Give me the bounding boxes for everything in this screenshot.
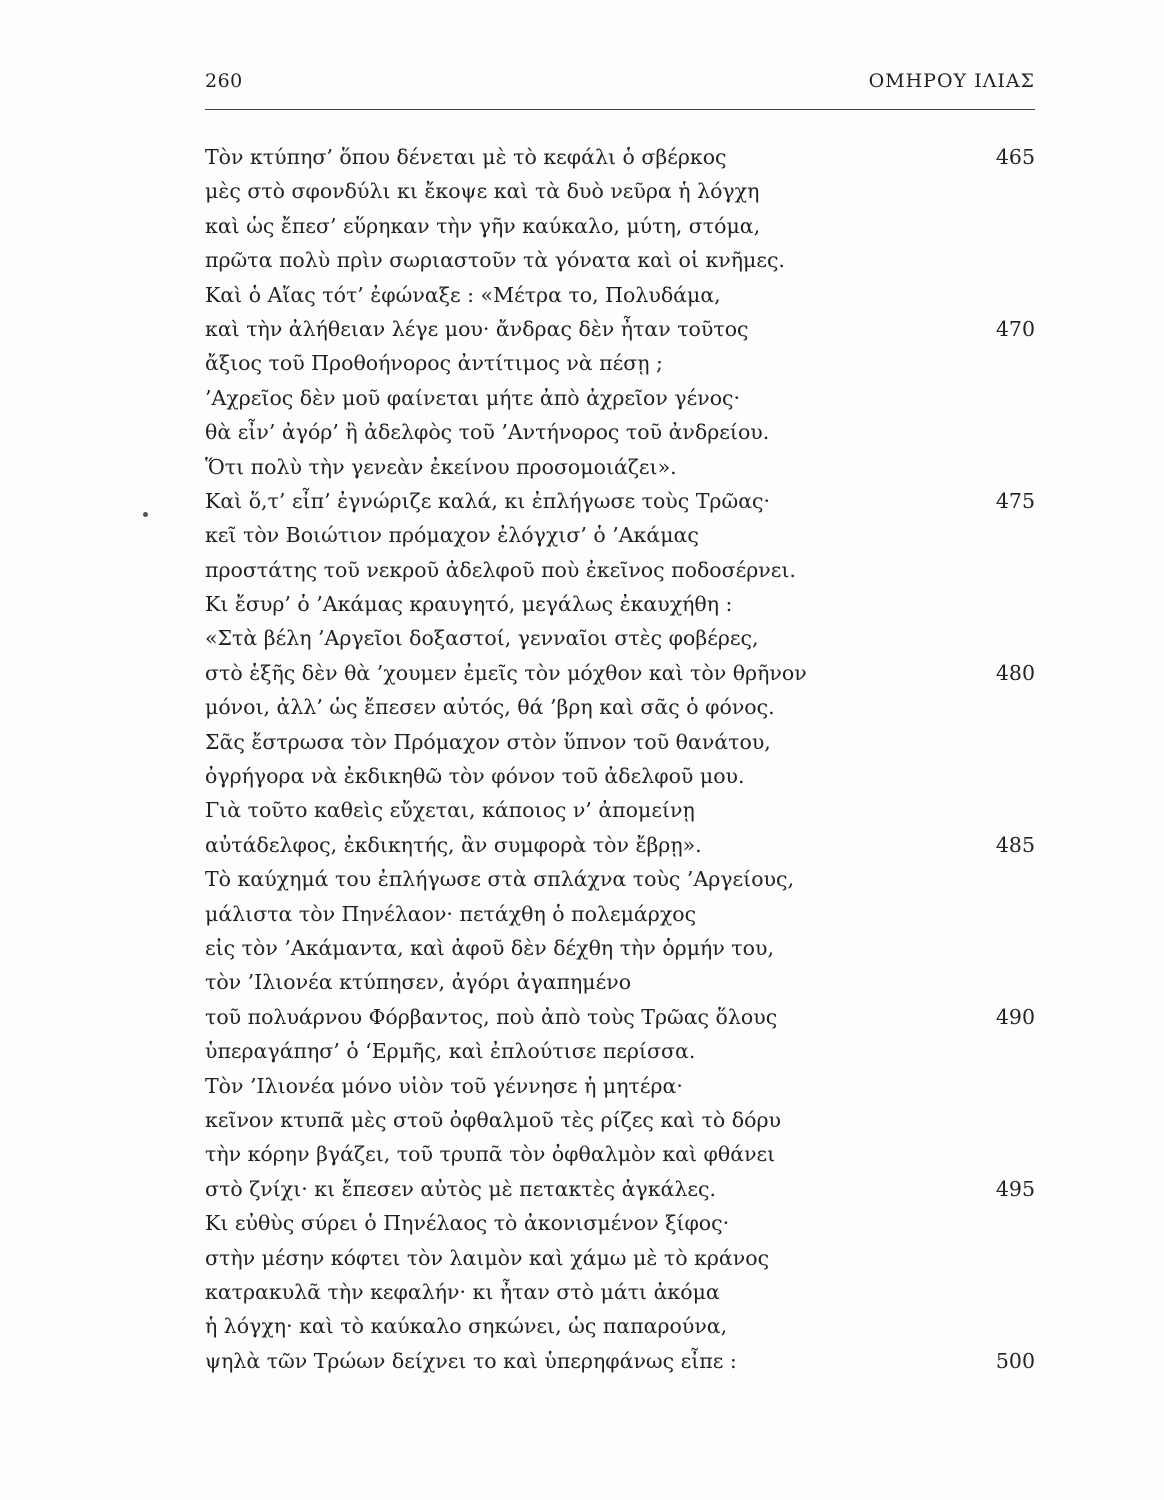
margin-dot <box>143 512 148 517</box>
verse-text: Τὸ καύχημά του ἐπλήγωσε στὰ σπλάχνα τοὺς ’Αργείους, <box>205 867 795 892</box>
verse-line <box>205 381 1035 415</box>
verse-line <box>205 897 1035 931</box>
line-number: 465 <box>995 145 1035 169</box>
verse-text: ἡ λόγχη· καὶ τὸ καύκαλο σηκώνει, ὡς παπαρούνα, <box>205 1314 728 1339</box>
verse-text: Γιὰ τοῦτο καθεὶς εὔχεται, κάποιος ν’ ἀπομείνῃ <box>205 798 695 823</box>
verse-line <box>205 450 1035 484</box>
verse-line <box>205 1103 1035 1137</box>
verse-line <box>205 1034 1035 1068</box>
verse-text: μόνοι, ἀλλ’ ὡς ἔπεσεν αὐτός, θά ’βρη καὶ σᾶς ὁ φόνος. <box>205 695 775 720</box>
verse-text: τὸν ’Ιλιονέα κτύπησεν, ἀγόρι ἀγαπημένο <box>205 970 632 995</box>
verse-line <box>205 312 1035 346</box>
verse-text: κατρακυλᾶ τὴν κεφαλήν· κι ἦταν στὸ μάτι ἀκόμα <box>205 1279 720 1304</box>
verse-text: Τὸν ’Ιλιονέα μόνο υἱὸν τοῦ γέννησε ἡ μητέρα· <box>205 1073 683 1098</box>
verse-text: ἄξιος τοῦ Προθοήνορος ἀντίτιμος νὰ πέσῃ ; <box>205 351 663 376</box>
verse-text: αὐτάδελφος, ἐκδικητής, ἂν συμφορὰ τὸν ἔβρῃ». <box>205 832 702 857</box>
verse-line <box>205 1000 1035 1034</box>
header-rule <box>205 109 1035 110</box>
verse-text: εἰς τὸν ’Ακάμαντα, καὶ ἀφοῦ δὲν δέχθη τὴν ὁρμήν του, <box>205 935 774 960</box>
verse-text: Τὸν κτύπησ’ ὅπου δένεται μὲ τὸ κεφάλι ὁ σβέρκος <box>205 145 727 169</box>
verse-text: Κι εὐθὺς σύρει ὁ Πηνέλαος τὸ ἀκονισμένον ξίφος· <box>205 1211 730 1236</box>
verse-text: ’Αχρεῖος δὲν μοῦ φαίνεται μήτε ἀπὸ ἀχρεῖον γένος· <box>205 385 741 410</box>
verse-line <box>205 725 1035 759</box>
page-number: 260 <box>205 70 243 92</box>
verse-text: στὸ ἑξῆς δὲν θὰ ’χουμεν ἐμεῖς τὸν μόχθον καὶ τὸν θρῆνον <box>205 660 807 685</box>
page-header <box>205 70 1035 106</box>
verse-text: Κι ἔσυρ’ ὁ ’Ακάμας κραυγητό, μεγάλως ἐκαυχήθη : <box>205 592 733 617</box>
verse-text: Ὅτι πολὺ τὴν γενεὰν ἐκείνου προσομοιάζει». <box>205 454 677 479</box>
verse-line <box>205 931 1035 965</box>
verse-text: στὸ ζνίχι· κι ἔπεσεν αὐτὸς μὲ πετακτὲς ἀγκάλες. <box>205 1176 716 1201</box>
verse-line <box>205 587 1035 621</box>
verse-text: Καὶ ὁ Αἴας τότ’ ἐφώναξε : «Μέτρα το, Πολυδάμα, <box>205 282 721 307</box>
verse-text: μὲς στὸ σφονδύλι κι ἔκοψε καὶ τὰ δυὸ νεῦρα ἡ λόγχη <box>205 179 760 204</box>
verse-line <box>205 828 1035 862</box>
verse-line <box>205 759 1035 793</box>
verse-line <box>205 484 1035 518</box>
verse-line <box>205 1344 1035 1378</box>
line-number: 475 <box>995 488 1035 513</box>
verse-line <box>205 140 1035 174</box>
verse-text: προστάτης τοῦ νεκροῦ ἀδελφοῦ ποὺ ἐκεῖνος ποδοσέρνει. <box>205 557 796 582</box>
verse-line <box>205 209 1035 243</box>
verse-line <box>205 1309 1035 1343</box>
line-number: 490 <box>995 1004 1035 1029</box>
verse-text: κεῖ τὸν Βοιώτιον πρόμαχον ἐλόγχισ’ ὁ ’Ακάμας <box>205 523 699 548</box>
verse-line <box>205 278 1035 312</box>
verse-text: ψηλὰ τῶν Τρώων δείχνει το καὶ ὑπερηφάνως εἶπε : <box>205 1348 737 1373</box>
verse-line <box>205 965 1035 999</box>
verse-line <box>205 346 1035 380</box>
verse-text: στὴν μέσην κόφτει τὸν λαιμὸν καὶ χάμω μὲ τὸ κράνος <box>205 1245 770 1270</box>
verse-line <box>205 690 1035 724</box>
verse-line <box>205 174 1035 208</box>
verse-text: Σᾶς ἔστρωσα τὸν Πρόμαχον στὸν ὕπνον τοῦ θανάτου, <box>205 729 771 754</box>
verse-line <box>205 243 1035 277</box>
verse-line <box>205 1241 1035 1275</box>
line-number: 480 <box>995 660 1035 685</box>
verse-line <box>205 1206 1035 1240</box>
verse-text: «Στὰ βέλη ’Αργεῖοι δοξαστοί, γενναῖοι στὲς φοβέρες, <box>205 626 759 651</box>
verse-text: καὶ ὡς ἔπεσ’ εὕρηκαν τὴν γῆν καύκαλο, μύτη, στόμα, <box>205 213 761 238</box>
verse-text: καὶ τὴν ἀλήθειαν λέγε μου· ἄνδρας δὲν ἦταν τοῦτος <box>205 316 749 341</box>
verse-line <box>205 1069 1035 1103</box>
verse-text: κεῖνον κτυπᾶ μὲς στοῦ ὀφθαλμοῦ τὲς ρίζες καὶ τὸ δόρυ <box>205 1107 781 1132</box>
verse-line <box>205 553 1035 587</box>
running-title: ΟΜΗΡΟΥ ΙΛΙΑΣ <box>868 70 1035 92</box>
verse-text: ὑπεραγάπησ’ ὁ ‘Ερμῆς, καὶ ἐπλούτισε περίσσα. <box>205 1039 696 1064</box>
verse-text: μάλιστα τὸν Πηνέλαον· πετάχθη ὁ πολεμάρχος <box>205 901 697 926</box>
verse-line <box>205 1137 1035 1171</box>
verse-text: τὴν κόρην βγάζει, τοῦ τρυπᾶ τὸν ὀφθαλμὸν καὶ φθάνει <box>205 1142 776 1167</box>
line-number: 500 <box>995 1348 1035 1373</box>
verse-text: ὀγρήγορα νὰ ἐκδικηθῶ τὸν φόνον τοῦ ἀδελφοῦ μου. <box>205 764 745 789</box>
verse-line <box>205 518 1035 552</box>
verse-line <box>205 415 1035 449</box>
verse-line <box>205 656 1035 690</box>
line-number: 485 <box>995 832 1035 857</box>
verse-line <box>205 1172 1035 1206</box>
verse-line <box>205 793 1035 827</box>
line-number: 470 <box>995 316 1035 341</box>
verse-line <box>205 1275 1035 1309</box>
verse-text: θὰ εἶν’ ἀγόρ’ ἢ ἀδελφὸς τοῦ ’Αντήνορος τοῦ ἀνδρείου. <box>205 420 770 445</box>
verse-text: τοῦ πολυάρνου Φόρβαντος, ποὺ ἀπὸ τοὺς Τρῶας ὅλους <box>205 1004 778 1029</box>
line-number: 495 <box>995 1176 1035 1201</box>
verse-text: Καὶ ὅ,τ’ εἶπ’ ἐγνώριζε καλά, κι ἐπλήγωσε τοὺς Τρῶας· <box>205 488 771 513</box>
verse-line <box>205 621 1035 655</box>
verse-block <box>205 140 1035 1378</box>
verse-line <box>205 862 1035 896</box>
verse-text: πρῶτα πολὺ πρὶν σωριαστοῦν τὰ γόνατα καὶ οἱ κνῆμες. <box>205 248 785 273</box>
